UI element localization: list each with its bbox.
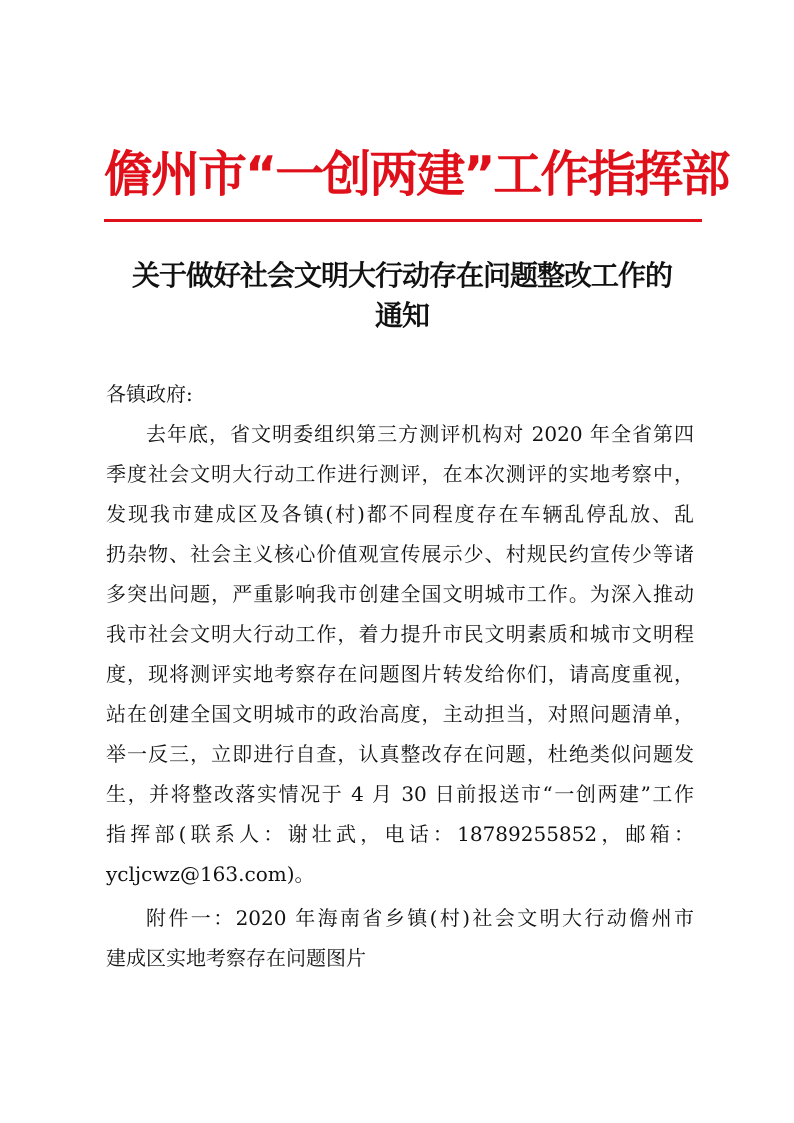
body-line: 举一反三，立即进行自查，认真整改存在问题，杜绝类似问题发 <box>106 742 694 766</box>
attachment-line: 附件一：2020 年海南省乡镇(村)社会文明大行动儋州市 <box>146 906 694 930</box>
body-line: 去年底，省文明委组织第三方测评机构对 2020 年全省第四 <box>146 422 694 446</box>
body-line: 我市社会文明大行动工作，着力提升市民文明素质和城市文明程 <box>106 622 694 646</box>
attachment-note <box>106 898 694 978</box>
body-line-email: ycljcwz@163.com)。 <box>106 862 315 886</box>
body-line: 指挥部(联系人：谢壮武，电话：18789255852，邮箱： <box>106 822 694 846</box>
body-line: 多突出问题，严重影响我市创建全国文明城市工作。为深入推动 <box>106 582 694 606</box>
body-line: 扔杂物、社会主义核心价值观宣传展示少、村规民约宣传少等诸 <box>106 542 694 566</box>
document-title <box>104 256 700 336</box>
body-line: 度，现将测评实地考察存在问题图片转发给你们，请高度重视， <box>106 662 694 686</box>
header-red-rule <box>104 219 702 222</box>
document-title-line: 通知 <box>374 299 429 332</box>
body-line: 站在创建全国文明城市的政治高度，主动担当，对照问题清单， <box>106 702 694 726</box>
document-title-line: 关于做好社会文明大行动存在问题整改工作的 <box>131 259 672 292</box>
body-line: 生，并将整改落实情况于 4 月 30 日前报送市“一创两建”工作 <box>106 782 694 806</box>
salutation: 各镇政府: <box>106 382 193 406</box>
body-paragraph <box>106 414 694 894</box>
issuing-organization-header: 儋州市“一创两建”工作指挥部 <box>104 146 729 203</box>
body-line: 季度社会文明大行动工作进行测评，在本次测评的实地考察中， <box>106 462 694 486</box>
body-line: 发现我市建成区及各镇(村)都不同程度存在车辆乱停乱放、乱 <box>106 502 694 526</box>
attachment-line: 建成区实地考察存在问题图片 <box>106 946 366 970</box>
